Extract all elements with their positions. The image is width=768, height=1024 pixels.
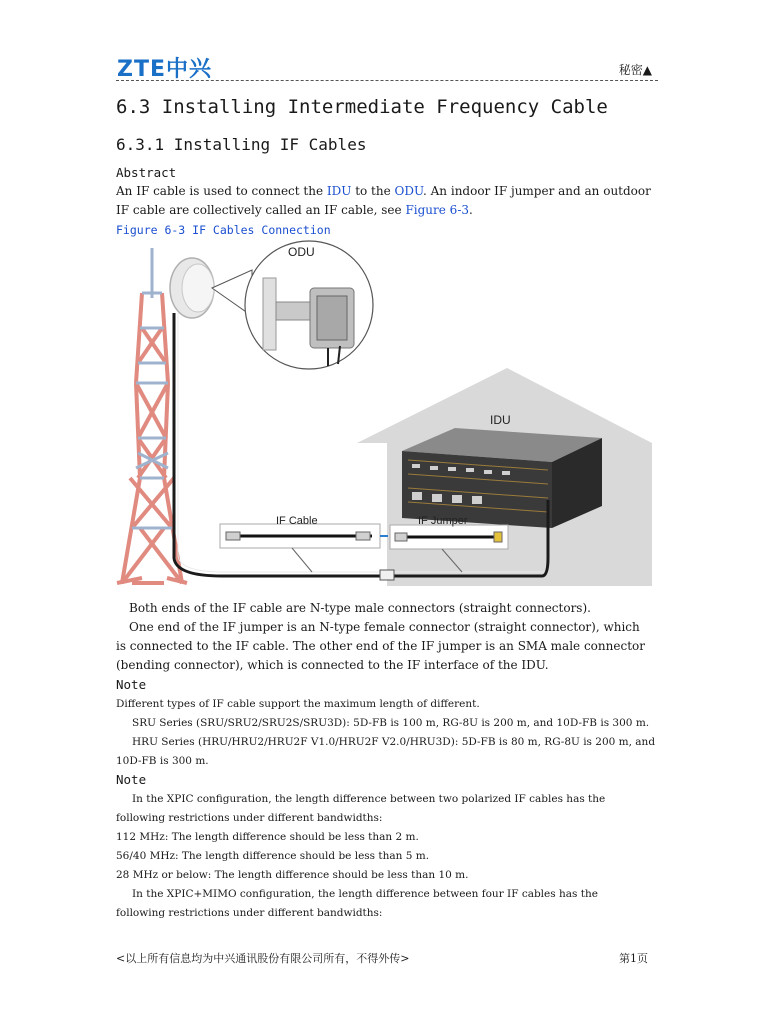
note2-mimo: In the XPIC+MIMO configuration, the length difference between four IF cables has the [132, 888, 598, 900]
note2-mimo-cont: following restrictions under different bandwidths: [116, 907, 383, 919]
abstract-text: An IF cable is used to connect the [116, 184, 327, 198]
idu-link[interactable]: IDU [326, 184, 352, 198]
abstract-line-2 [116, 201, 656, 220]
note-label-2: Note [116, 772, 147, 787]
page-number: 第1页 [619, 952, 648, 965]
zte-logo: ZTE中兴 [117, 57, 212, 82]
idu-chassis-icon [402, 428, 602, 528]
odu-label: ODU [288, 245, 315, 259]
paragraph-2-line-1: One end of the IF jumper is an N-type female connector (straight connector), which [129, 620, 640, 634]
subsection-title: 6.3.1 Installing IF Cables [116, 135, 367, 154]
abstract-text: IF cable are collectively called an IF cable, see [116, 203, 406, 217]
note1-text: Different types of IF cable support the maximum length of different. [116, 698, 480, 710]
note2-xpic-cont: following restrictions under different bandwidths: [116, 812, 383, 824]
figure-caption: Figure 6-3 IF Cables Connection [116, 223, 331, 237]
figure-link[interactable]: Figure 6-3 [405, 203, 470, 217]
if-jumper-label: IF Jumper [418, 515, 468, 527]
note2-28: 28 MHz or below: The length difference should be less than 10 m. [116, 869, 469, 881]
paragraph-2-line-2: is connected to the IF cable. The other end of the IF jumper is an SMA male connector [116, 639, 645, 653]
if-cable-label: IF Cable [276, 515, 318, 527]
note1-hru: HRU Series (HRU/HRU2/HRU2F V1.0/HRU2F V2.0/HRU3D): 5D-FB is 80 m, RG-8U is 200 m, and [132, 736, 656, 748]
abstract-text: . [469, 203, 473, 217]
note2-112: 112 MHz: The length difference should be less than 2 m. [116, 831, 419, 843]
abstract-text: . An indoor IF jumper and an outdoor [423, 184, 651, 198]
header-divider [116, 80, 658, 81]
if-cable-connection-figure [112, 238, 657, 588]
cable-connector [380, 570, 394, 580]
note-label-1: Note [116, 677, 147, 692]
note2-56-40: 56/40 MHz: The length difference should be less than 5 m. [116, 850, 430, 862]
if-cable-callout [220, 524, 380, 572]
note1-sru: SRU Series (SRU/SRU2/SRU2S/SRU3D): 5D-FB is 100 m, RG-8U is 200 m, and 10D-FB is 300 m. [132, 717, 650, 729]
note2-xpic: In the XPIC configuration, the length difference between two polarized IF cables has the [132, 793, 606, 805]
odu-link[interactable]: ODU [394, 184, 424, 198]
odu-zoom-callout [212, 241, 373, 369]
footer-confidential: <以上所有信息均为中兴通讯股份有限公司所有，不得外传> [116, 952, 410, 965]
abstract-text: to the [351, 184, 395, 198]
note1-hru-cont: 10D-FB is 300 m. [116, 755, 209, 767]
idu-label: IDU [490, 413, 511, 427]
paragraph-2-line-3: (bending connector), which is connected to the IF interface of the IDU. [116, 658, 549, 672]
security-mark: 秘密▲ [618, 63, 652, 77]
abstract-line-1 [116, 182, 656, 201]
paragraph-1: Both ends of the IF cable are N-type male connectors (straight connectors). [129, 601, 591, 615]
abstract-label: Abstract [116, 165, 177, 180]
odu-dish-icon [170, 258, 214, 318]
section-title: 6.3 Installing Intermediate Frequency Cable [116, 96, 608, 118]
